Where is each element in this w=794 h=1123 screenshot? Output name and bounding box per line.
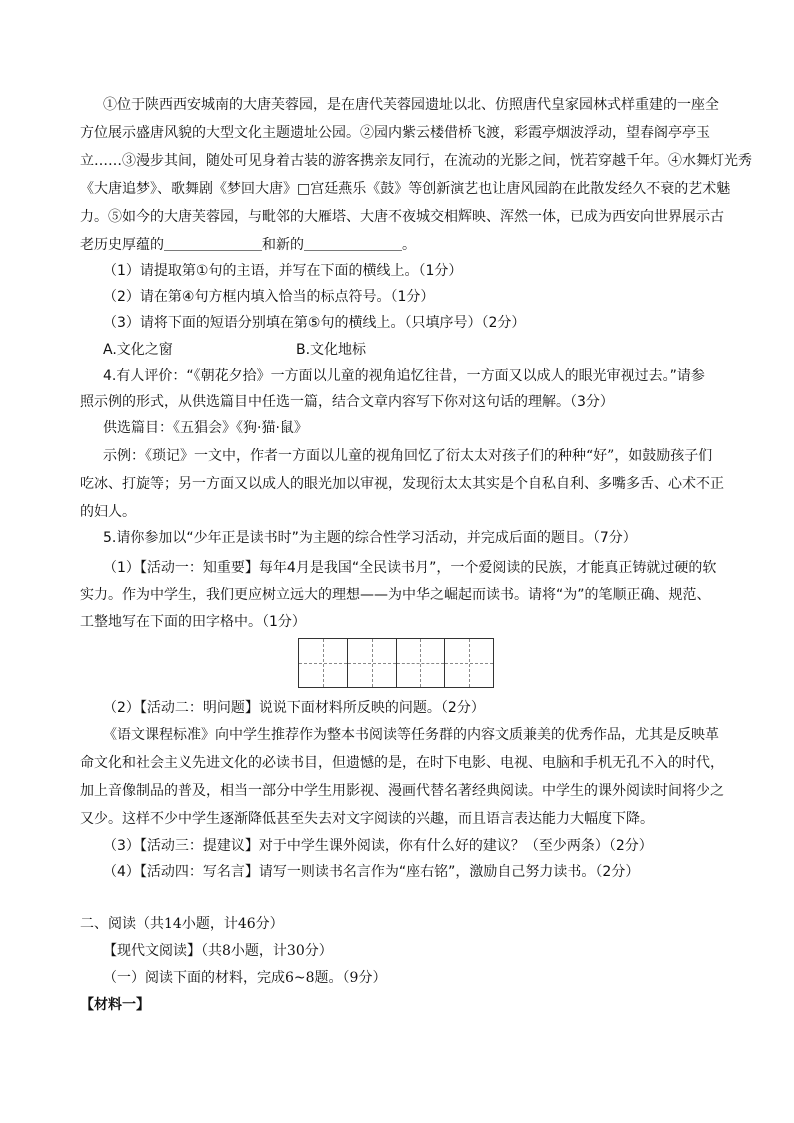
passage-line: 老历史厚蕴的＿＿＿＿＿＿＿和新的＿＿＿＿＿＿＿。 (80, 237, 416, 253)
passage-line: 方位展示盛唐风貌的大型文化主题遗址公园。②园内紫云楼借桥飞渡，彩霞亭烟波浮动，望春阁亭亭玉 (80, 125, 710, 141)
example-line: 示例：《琐记》一文中，作者一方面以儿童的视角回忆了衍太太对孩子们的种种“好”，如鼓励孩子们 (103, 448, 713, 464)
subsection-heading: 【现代文阅读】（共8小题，计30分） (103, 943, 333, 959)
passage-line: 《大唐追梦》、歌舞剧《梦回大唐》□宫廷燕乐《鼓》等创新演艺也让唐风园韵在此散发经久不衰的艺术魅 (80, 181, 731, 197)
material-line: 加上音像制品的普及，相当一部分中学生用影视、漫画代替名著经典阅读。中学生的课外阅读时间将少之 (80, 783, 724, 799)
question-3-2: （2）请在第④句方框内填入恰当的标点符号。（1分） (103, 289, 435, 305)
tianzi-cell[interactable] (348, 639, 397, 687)
example-line: 吃冰、打旋等；另一方面又以成人的眼光加以审视，发现衍太太其实是个自私自利、多嘴多舌、心术不正 (80, 476, 724, 492)
question-4-choices: 供选篇目：《五猖会》《狗·猫·鼠》 (103, 420, 308, 436)
question-5-intro: 5.请你参加以“少年正是读书时”为主题的综合性学习活动，并完成后面的题目。（7分） (103, 530, 637, 546)
part-heading: （一）阅读下面的材料，完成6~8题。（9分） (103, 970, 387, 986)
tianzi-cell[interactable] (445, 639, 493, 687)
material-line: 又少。这样不少中学生逐渐降低甚至失去对文字阅读的兴趣，而且语言表达能力大幅度下降。 (80, 811, 654, 827)
option-b: B.文化地标 (296, 342, 367, 358)
question-3-1: （1）请提取第①句的主语，并写在下面的横线上。（1分） (103, 263, 463, 279)
activity-1-line: （1）【活动一：知重要】每年4月是我国“全民读书月”，一个爱阅读的民族，才能真正铸就过硬的软 (103, 560, 717, 576)
activity-4: （4）【活动四：写名言】请写一则读书名言作为“座右铭”，激励自己努力读书。（2分） (103, 864, 640, 880)
tianzi-cell[interactable] (397, 639, 446, 687)
material-line: 《语文课程标准》向中学生推荐作为整本书阅读等任务群的内容文质兼美的优秀作品，尤其是反映革 (103, 727, 719, 743)
activity-2: （2）【活动二：明问题】说说下面材料所反映的问题。（2分） (103, 700, 485, 716)
passage-line: ①位于陕西西安城南的大唐芙蓉园，是在唐代芙蓉园遗址以北、仿照唐代皇家园林式样重建的一座全 (103, 97, 719, 113)
passage-line: 力。⑤如今的大唐芙蓉园，与毗邻的大雁塔、大唐不夜城交相辉映、浑然一体，已成为西安向世界展示古 (80, 209, 724, 225)
activity-1-line: 实力。作为中学生，我们更应树立远大的理想——为中华之崛起而读书。请将“为”的笔顺正确、规范、 (80, 587, 711, 603)
material-label: 【材料一】 (80, 997, 150, 1013)
question-4-line: 照示例的形式，从供选篇目中任选一篇，结合文章内容写下你对这句话的理解。（3分） (80, 394, 614, 410)
question-4-line: 4.有人评价：“《朝花夕拾》一方面以儿童的视角追忆往昔，一方面又以成人的眼光审视过去。”请参 (103, 368, 705, 384)
material-line: 命文化和社会主义先进文化的必读书目，但遗憾的是，在时下电影、电视、电脑和手机无孔不入的时代， (80, 755, 724, 771)
option-a: A.文化之窗 (103, 342, 173, 358)
section-heading: 二、阅读（共14小题，计46分） (80, 916, 284, 932)
passage-line: 立……③漫步其间，随处可见身着古装的游客携亲友同行，在流动的光影之间，恍若穿越千年。④水舞灯光秀 (80, 153, 752, 169)
example-line: 的妇人。 (80, 504, 136, 520)
question-3-3: （3）请将下面的短语分别填在第⑤句的横线上。（只填序号）（2分） (103, 315, 526, 331)
activity-1-line: 工整地写在下面的田字格中。（1分） (80, 614, 306, 630)
tianzi-grid[interactable] (298, 638, 494, 688)
activity-3: （3）【活动三：提建议】对于中学生课外阅读，你有什么好的建议？（至少两条）（2分） (103, 838, 653, 854)
tianzi-cell[interactable] (299, 639, 348, 687)
